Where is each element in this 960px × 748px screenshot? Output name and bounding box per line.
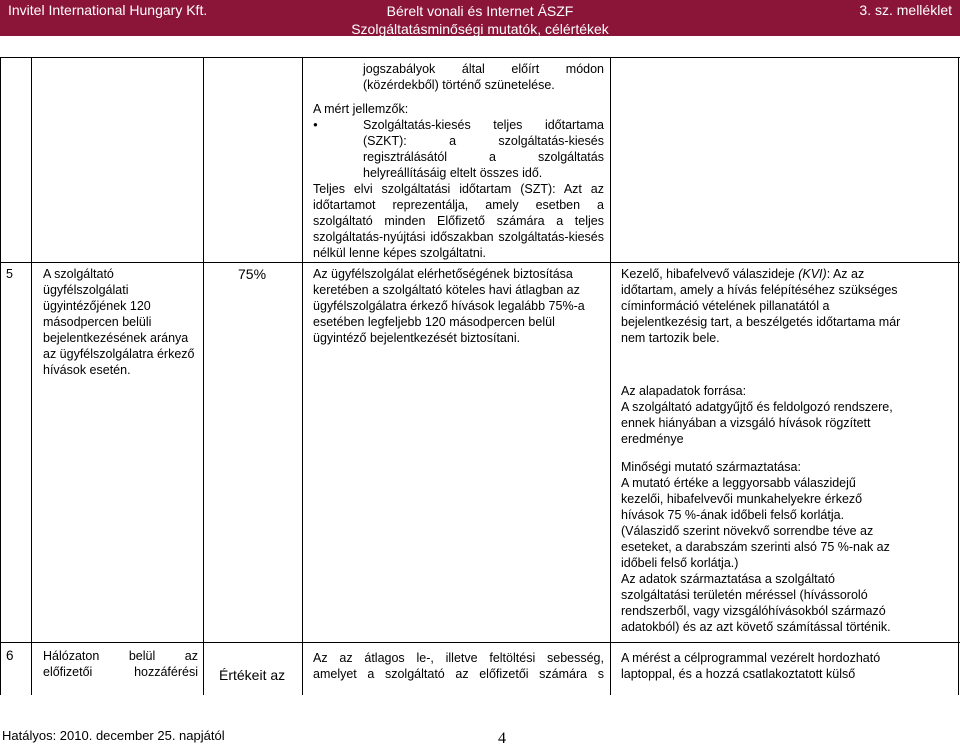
row6-indicator-name xyxy=(43,648,198,680)
kvi-abbrev: (KVI) xyxy=(798,267,827,281)
row6-description xyxy=(313,650,604,682)
row6-name-word: előfizetői xyxy=(43,665,93,679)
row6-name-line1 xyxy=(43,648,198,664)
header-title xyxy=(0,2,960,38)
row6-method-line2: laptoppal, és a hozzá csatlakoztatott külső xyxy=(621,667,856,681)
col-border-1 xyxy=(31,57,32,695)
header-title-line2: Szolgáltatásminőségi mutatók, célértékek xyxy=(351,21,609,37)
row6-target: Értékeit az xyxy=(219,667,286,683)
source-title: Az alapadatok forrása: xyxy=(621,384,747,398)
row5-target: 75% xyxy=(238,266,267,282)
row5-derivation xyxy=(621,459,901,635)
row6-top-border xyxy=(0,642,960,643)
cont-line2: (közérdekből) történő szünetelése. xyxy=(363,78,555,92)
row5-description: Az ügyfélszolgálat elérhetőségének biztosítása keretében a szolgáltató köteles havi átlagban az ügyfélszolgálatra érkező hívások legalább 75%-a esetében legfeljebb 120 másodpercen belül ügyintéző bejelentkezését biztosítani. xyxy=(313,267,585,345)
row6-name-word: Hálózaton xyxy=(43,649,100,663)
measured-section xyxy=(313,101,604,261)
table-border-top xyxy=(0,57,960,58)
header-annex: 3. sz. melléklet xyxy=(859,2,952,18)
row5-source xyxy=(621,383,896,447)
header-company: Invitel International Hungary Kft. xyxy=(8,2,208,18)
row6-method-line1: A mérést a célprogrammal vezérelt hordozható xyxy=(621,651,881,665)
footer-effective-date: Hatályos: 2010. december 25. napjától xyxy=(2,728,225,743)
measured-title: A mért jellemzők: xyxy=(313,102,409,116)
row6-name-line2 xyxy=(43,664,198,680)
cont-line1: jogszabályok által előírt módon xyxy=(363,62,604,76)
col-border-0 xyxy=(0,57,1,695)
source-text: A szolgáltató adatgyűjtő és feldolgozó rendszere, ennek hiányában a vizsgáló hívások rögzített eredménye xyxy=(621,400,893,446)
row6-name-word: belül xyxy=(128,649,156,663)
row6-name-word: az xyxy=(184,649,198,663)
derive-text: A mutató értéke a leggyorsabb válaszidejű kezelői, hibafelvevői munkahelyekre érkező hívások 75 %-ának időbeli felső korlátja. (Válaszidő szerint növekvő sorrendbe téve az eseteket, a darabszám szerinti alsó 75 %-nak az időbeli felső korlátja.) xyxy=(621,476,890,570)
header-title-line1: Bérelt vonali és Internet ÁSZF xyxy=(386,3,574,19)
col-border-4 xyxy=(610,57,611,695)
szkt-bullet: ● Szolgáltatás-kiesés teljes időtartama (SZKT): a szolgáltatás-kiesés regisztrálásától a szolgáltatás helyreállításáig eltelt összes idő. xyxy=(313,117,604,181)
continued-text xyxy=(363,61,604,93)
measured-list xyxy=(313,117,604,181)
derive-title: Minőségi mutató származtatása: xyxy=(621,460,801,474)
row6-desc-line2: amelyet a szolgáltató az előfizetői számára s xyxy=(313,667,604,681)
row6-name-word: hozzáférési xyxy=(134,665,198,679)
row5-top-border xyxy=(0,262,960,263)
szt-paragraph: Teljes elvi szolgáltatási időtartam (SZT): Azt az időtartamot reprezentálja, amely esetben a szolgáltató minden Előfizető számára a teljes szolgáltatás-nyújtási időszakban szolgáltatás-kiesés nélkül lenne képes szolgáltatni. xyxy=(313,182,604,260)
page-number: 4 xyxy=(498,730,506,747)
row6-desc-line1: Az az átlagos le-, illetve feltöltési sebesség, xyxy=(313,651,604,665)
page-header xyxy=(0,0,960,36)
derive-text2: Az adatok származtatása a szolgáltató szolgáltatási területén méréssel (hívássoroló rendszerből, vagy vizsgálóhívásokból származó adatokból) és az azt követő számítással történik. xyxy=(621,572,891,634)
row6-number: 6 xyxy=(6,648,14,663)
kvi-prefix: Kezelő, hibafelvevő válaszideje xyxy=(621,267,799,281)
col-border-5 xyxy=(958,57,959,695)
row5-indicator-name: A szolgáltató ügyfélszolgálati ügyintézőjének 120 másodpercen belüli bejelentkezésének aránya az ügyfélszolgálatra érkező hívások esetén. xyxy=(43,267,195,377)
row5-kvi-definition xyxy=(621,266,903,346)
row6-method xyxy=(621,650,906,682)
col-border-2 xyxy=(203,57,204,695)
row5-number: 5 xyxy=(6,267,13,281)
kvi-rest: : Az az időtartam, amely a hívás felépítéséhez szükséges címinformáció vételének pillanatától a bejelentkezésig tart, a beszélgetés időtartama már nem tartozik bele. xyxy=(621,267,901,345)
col-border-3 xyxy=(302,57,303,695)
